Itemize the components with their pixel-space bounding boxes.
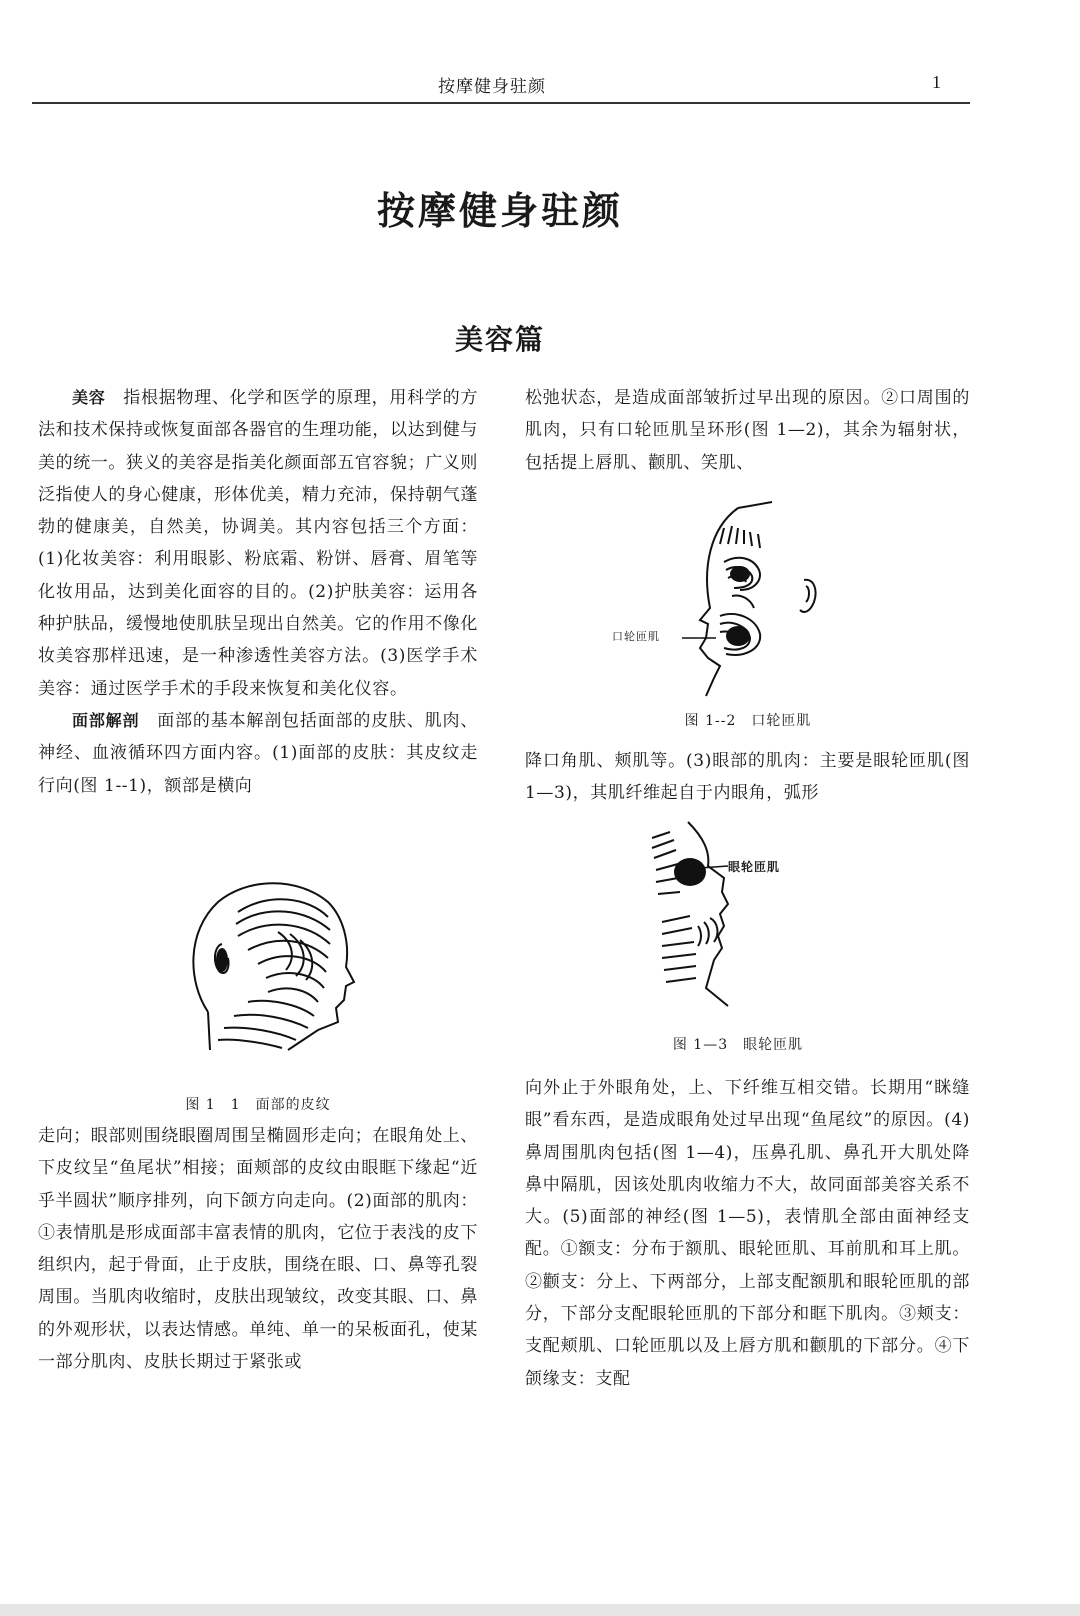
right-column-upper: [525, 382, 970, 479]
figure-1-2-label: 口轮匝肌: [612, 630, 660, 643]
section-title: 美容篇: [454, 323, 545, 356]
left-column-lower: [38, 1120, 478, 1378]
right-column-middle: [525, 745, 970, 810]
paragraph-anatomy-text: 面部的基本解剖包括面部的皮肤、肌肉、神经、血液循环四方面内容。(1)面部的皮肤：其皮纹走行向(图 1--1)，额部是横向: [38, 710, 478, 796]
header-rule: [32, 102, 970, 104]
right-column-lower: [525, 1072, 970, 1395]
figure-1-3-illustration: [648, 818, 798, 1008]
figure-1-1-caption: 图 1 1 面部的皮纹: [185, 1097, 331, 1113]
figure-1-1-illustration: [178, 872, 368, 1052]
paragraph-muscles-continued: 松弛状态，是造成面部皱折过早出现的原因。②口周围的肌肉，只有口轮匝肌呈环形(图 1—2)，其余为辐射状，包括提上唇肌、颧肌、笑肌、: [525, 388, 970, 473]
page-title: 按摩健身驻颜: [376, 188, 623, 233]
figure-1-2-illustration: [680, 498, 850, 698]
left-column-upper: [38, 382, 478, 802]
page-number: 1: [932, 72, 942, 92]
running-title: 按摩健身驻颜: [438, 77, 546, 97]
paragraph-anatomy: [38, 705, 478, 802]
paragraph-beauty-text: 指根据物理、化学和医学的原理，用科学的方法和技术保持或恢复面部各器官的生理功能，以达到健与美的统一。狭义的美容是指美化颜面部五官容貌；广义则泛指使人的身心健康，形体优美，精力充沛，保持朝气蓬勃的健康美，自然美，协调美。其内容包括三个方面：(1)化妆美容：利用眼影、粉底霜、粉饼、唇膏、眉笔等化妆用品，达到美化面容的目的。(2)护肤美容：运用各种护肤品，缓慢地使肌肤呈现出自然美。它的作用不像化妆美容那样迅速，是一种渗透性美容方法。(3)医学手术美容：通过医学手术的手段来恢复和美化仪容。: [38, 388, 479, 699]
term-anatomy: 面部解剖: [72, 710, 140, 730]
figure-1-2-caption: 图 1--2 口轮匝肌: [684, 713, 812, 729]
paragraph-beauty: [38, 382, 478, 705]
paragraph-nerves: 向外止于外眼角处，上、下纤维互相交错。长期用“眯缝眼”看东西，是造成眼角处过早出现“鱼尾纹”的原因。(4)鼻周围肌肉包括(图 1—4)，压鼻孔肌、鼻孔开大肌处降鼻中隔肌，因该处肌肉收缩力不大，故同面部美容关系不大。(5)面部的神经(图 1—5)，表情肌全部由面神经支配。①额支：分布于额肌、眼轮匝肌、耳前肌和耳上肌。②颧支：分上、下两部分，上部支配额肌和眼轮匝肌的部分，下部分支配眼轮匝肌的下部分和眶下肌肉。③颊支：支配颊肌、口轮匝肌以及上唇方肌和颧肌的下部分。④下颌缘支：支配: [525, 1078, 970, 1389]
paragraph-eye-muscles: 降口角肌、颊肌等。(3)眼部的肌肉：主要是眼轮匝肌(图 1—3)，其肌纤维起自于内眼角，弧形: [525, 751, 970, 804]
term-beauty: 美容: [72, 388, 106, 407]
paragraph-skin-continued: 走向；眼部则围绕眼圈周围呈椭圆形走向；在眼角处上、下皮纹呈“鱼尾状”相接；面颊部的皮纹由眼眶下缘起“近乎半圆状”顺序排列，向下颌方向走向。(2)面部的肌肉：①表情肌是形成面部丰富表情的肌肉，它位于表浅的皮下组织内，起于骨面，止于皮肤，围绕在眼、口、鼻等孔裂周围。当肌肉收缩时，皮肤出现皱纹，改变其眼、口、鼻的外观形状，以表达情感。单纯、单一的呆板面孔，使某一部分肌肉、皮肤长期过于紧张或: [38, 1126, 478, 1373]
figure-1-3-caption: 图 1—3 眼轮匝肌: [672, 1037, 804, 1053]
figure-1-3-label: 眼轮匝肌: [728, 860, 781, 874]
viewer-bottom-band: [0, 1604, 1080, 1616]
